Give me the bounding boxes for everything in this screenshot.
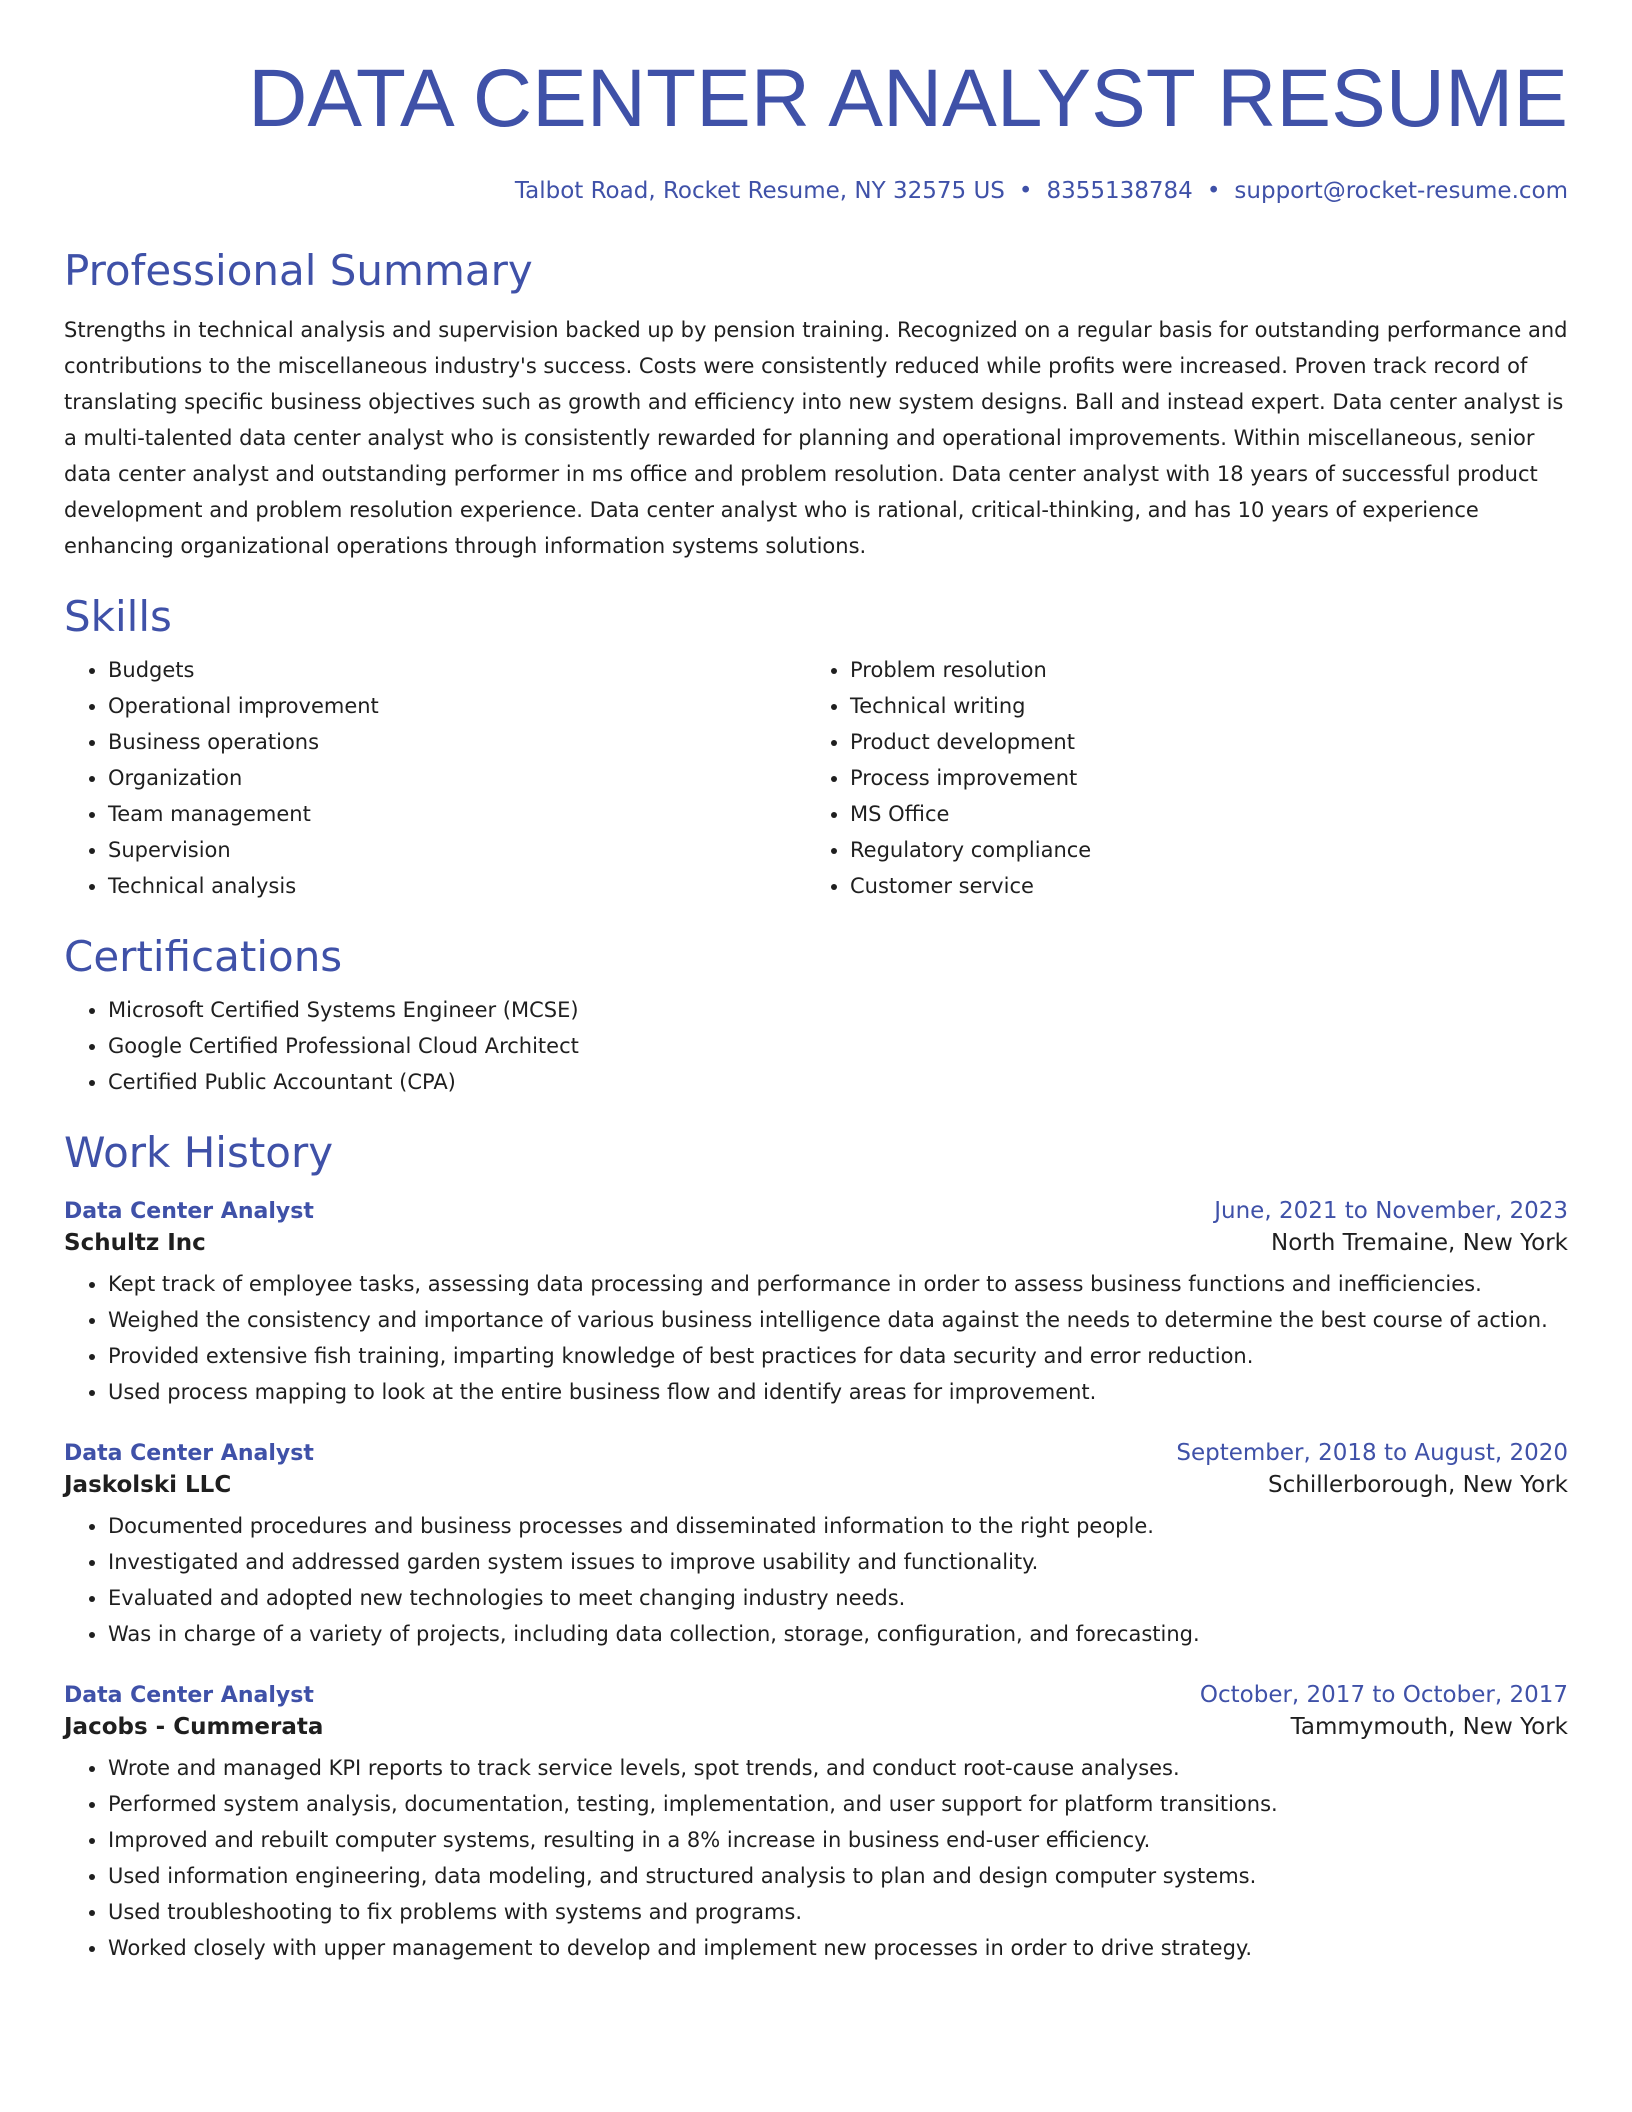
job-entry bbox=[64, 1198, 1568, 1410]
job-location: Schillerborough, New York bbox=[1268, 1472, 1568, 1498]
job-bullet: • Used process mapping to look at the entire business flow and identify areas for improvement. bbox=[108, 1374, 1568, 1410]
skills-list bbox=[64, 652, 1568, 904]
contact-separator: • bbox=[1018, 178, 1033, 204]
job-header bbox=[64, 1440, 1568, 1466]
contact-phone: 8355138784 bbox=[1046, 178, 1193, 204]
job-title: Data Center Analyst bbox=[64, 1441, 314, 1466]
skill-item: • Organization bbox=[108, 760, 806, 796]
skill-item: • Customer service bbox=[850, 868, 1548, 904]
skill-item: • Business operations bbox=[108, 724, 806, 760]
skills-heading: Skills bbox=[64, 592, 172, 641]
skill-item: • Problem resolution bbox=[850, 652, 1548, 688]
skill-item: • Supervision bbox=[108, 832, 806, 868]
contact-line bbox=[64, 176, 1568, 206]
job-bullets bbox=[64, 1266, 1568, 1410]
job-subheader bbox=[64, 1714, 1568, 1740]
certification-item: • Certified Public Accountant (CPA) bbox=[108, 1064, 1568, 1100]
job-title: Data Center Analyst bbox=[64, 1683, 314, 1708]
job-bullet: • Improved and rebuilt computer systems, resulting in a 8% increase in business end-user efficiency. bbox=[108, 1822, 1568, 1858]
contact-address: Talbot Road, Rocket Resume, NY 32575 US bbox=[514, 178, 1005, 204]
job-bullet: • Performed system analysis, documentation, testing, implementation, and user support for platform transitions. bbox=[108, 1786, 1568, 1822]
job-company: Jaskolski LLC bbox=[64, 1472, 232, 1498]
skills-column-left bbox=[64, 652, 806, 904]
contact-email[interactable]: support@rocket-resume.com bbox=[1234, 178, 1568, 204]
job-header bbox=[64, 1198, 1568, 1224]
skill-item: • Process improvement bbox=[850, 760, 1548, 796]
job-dates: October, 2017 to October, 2017 bbox=[1199, 1682, 1568, 1708]
skill-item: • Technical writing bbox=[850, 688, 1548, 724]
job-bullet: • Used information engineering, data modeling, and structured analysis to plan and design computer systems. bbox=[108, 1858, 1568, 1894]
skills-column-right bbox=[806, 652, 1548, 904]
skill-item: • Team management bbox=[108, 796, 806, 832]
job-bullet: • Was in charge of a variety of projects, including data collection, storage, configuration, and forecasting. bbox=[108, 1616, 1568, 1652]
skill-item: • Regulatory compliance bbox=[850, 832, 1548, 868]
certifications-list bbox=[64, 992, 1568, 1100]
job-entry bbox=[64, 1682, 1568, 1966]
certification-item: • Microsoft Certified Systems Engineer (MCSE) bbox=[108, 992, 1568, 1028]
certification-item: • Google Certified Professional Cloud Architect bbox=[108, 1028, 1568, 1064]
skill-item: • MS Office bbox=[850, 796, 1548, 832]
resume-title: DATA CENTER ANALYST RESUME bbox=[248, 53, 1568, 144]
job-bullet: • Provided extensive fish training, imparting knowledge of best practices for data security and error reduction. bbox=[108, 1338, 1568, 1374]
job-header bbox=[64, 1682, 1568, 1708]
job-bullets bbox=[64, 1508, 1568, 1652]
job-location: Tammymouth, New York bbox=[1290, 1714, 1568, 1740]
job-dates: September, 2018 to August, 2020 bbox=[1176, 1440, 1568, 1466]
job-bullet: • Used troubleshooting to fix problems with systems and programs. bbox=[108, 1894, 1568, 1930]
skill-item: • Operational improvement bbox=[108, 688, 806, 724]
job-dates: June, 2021 to November, 2023 bbox=[1214, 1198, 1568, 1224]
job-bullet: • Worked closely with upper management to develop and implement new processes in order to drive strategy. bbox=[108, 1930, 1568, 1966]
job-bullet: • Wrote and managed KPI reports to track service levels, spot trends, and conduct root-cause analyses. bbox=[108, 1750, 1568, 1786]
job-bullet: • Kept track of employee tasks, assessing data processing and performance in order to assess business functions and inefficiencies. bbox=[108, 1266, 1568, 1302]
job-bullet: • Documented procedures and business processes and disseminated information to the right people. bbox=[108, 1508, 1568, 1544]
job-title: Data Center Analyst bbox=[64, 1199, 314, 1224]
certifications-heading: Certifications bbox=[64, 932, 343, 981]
contact-separator: • bbox=[1206, 178, 1221, 204]
job-entry bbox=[64, 1440, 1568, 1652]
job-company: Jacobs - Cummerata bbox=[64, 1714, 324, 1740]
job-subheader bbox=[64, 1230, 1568, 1256]
summary-heading: Professional Summary bbox=[64, 246, 533, 295]
job-bullet: • Evaluated and adopted new technologies to meet changing industry needs. bbox=[108, 1580, 1568, 1616]
skill-item: • Product development bbox=[850, 724, 1548, 760]
job-company: Schultz Inc bbox=[64, 1230, 206, 1256]
job-bullets bbox=[64, 1750, 1568, 1966]
job-subheader bbox=[64, 1472, 1568, 1498]
summary-text: Strengths in technical analysis and supervision backed up by pension training. Recognized on a regular basis for outstanding performance and contributions to the miscellaneous industry's success. Costs were consistently reduced while profits were increased. Proven track record of translating specific business objectives such as growth and efficiency into new system designs. Ball and instead expert. Data center analyst is a multi-talented data center analyst who is consistently rewarded for planning and operational improvements. Within miscellaneous, senior data center analyst and outstanding performer in ms office and problem resolution. Data center analyst with 18 years of successful product development and problem resolution experience. Data center analyst who is rational, critical-thinking, and has 10 years of experience enhancing organizational operations through information systems solutions. bbox=[64, 318, 1568, 558]
job-bullet: • Weighed the consistency and importance of various business intelligence data against the needs to determine the best course of action. bbox=[108, 1302, 1568, 1338]
job-bullet: • Investigated and addressed garden system issues to improve usability and functionality. bbox=[108, 1544, 1568, 1580]
job-location: North Tremaine, New York bbox=[1271, 1230, 1568, 1256]
resume-page bbox=[64, 0, 1568, 1966]
work-history-heading: Work History bbox=[64, 1128, 334, 1177]
skill-item: • Budgets bbox=[108, 652, 806, 688]
skill-item: • Technical analysis bbox=[108, 868, 806, 904]
